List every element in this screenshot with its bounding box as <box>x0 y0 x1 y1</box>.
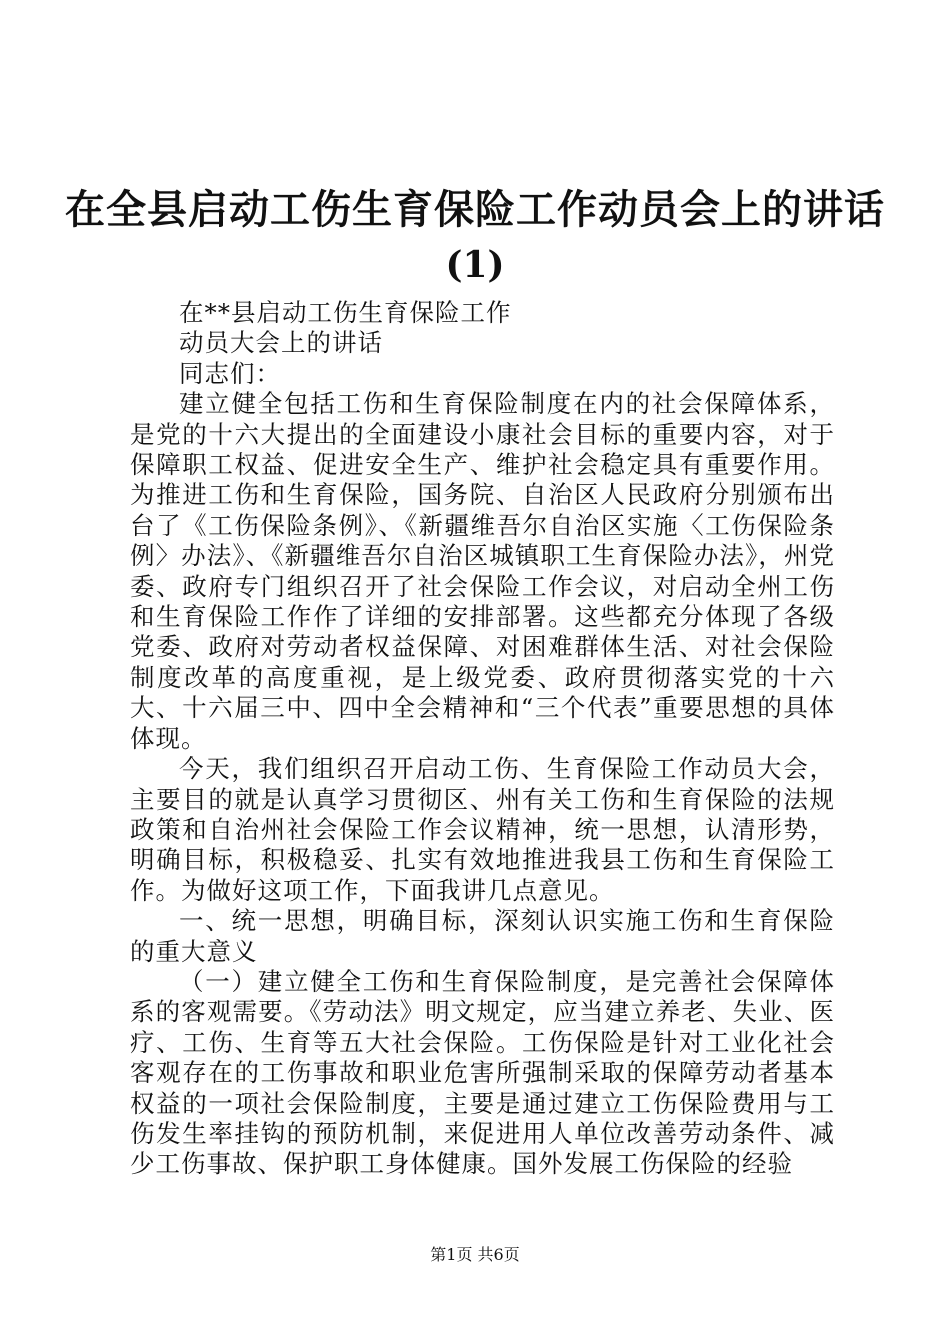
body-paragraph: 动员大会上的讲话 <box>179 328 383 358</box>
document-body <box>130 298 835 1180</box>
body-paragraph: 同志们： <box>179 358 281 388</box>
body-paragraph: 今天，我们组织召开启动工伤、生育保险工作动员大会，主要目的就是认真学习贯彻区、州有关工伤和生育保险的法规政策和自治州社会保险工作会议精神，统一思想，认清形势，明确目标，积极稳妥、扎实有效地推进我县工伤和生育保险工作。为做好这项工作，下面我讲几点意见。 <box>130 754 835 905</box>
document-title: 在全县启动工伤生育保险工作动员会上的讲话 <box>65 186 885 233</box>
page-footer: 第1页 共6页 <box>430 1245 520 1264</box>
section-heading: 一、统一思想，明确目标，深刻认识实施工伤和生育保险的重大意义 <box>130 906 835 966</box>
body-paragraph: （一）建立健全工伤和生育保险制度，是完善社会保障体系的客观需要。《劳动法》明文规定，应当建立养老、失业、医疗、工伤、生育等五大社会保险。工伤保险是针对工业化社会客观存在的工伤事故和职业危害所强制采取的保障劳动者基本权益的一项社会保险制度，主要是通过建立工伤保险费用与工伤发生率挂钩的预防机制，来促进用人单位改善劳动条件、减少工伤事故、保护职工身体健康。国外发展工伤保险的经验 <box>130 966 835 1179</box>
body-paragraph: 在**县启动工伤生育保险工作 <box>179 298 512 327</box>
body-paragraph: 建立健全包括工伤和生育保险制度在内的社会保障体系，是党的十六大提出的全面建设小康社会目标的重要内容，对于保障职工权益、促进安全生产、维护社会稳定具有重要作用。为推进工伤和生育保险，国务院、自治区人民政府分别颁布出台了《工伤保险条例》、《新疆维吾尔自治区实施〈工伤保险条例〉办法》、《新疆维吾尔自治区城镇职工生育保险办法》，州党委、政府专门组织召开了社会保险工作会议，对启动全州工伤和生育保险工作作了详细的安排部署。这些都充分体现了各级党委、政府对劳动者权益保障、对困难群体生活、对社会保险制度改革的高度重视，是上级党委、政府贯彻落实党的十六大、十六届三中、四中全会精神和“三个代表”重要思想的具体体现。 <box>130 389 835 753</box>
document-title-suffix: (1) <box>445 244 505 286</box>
